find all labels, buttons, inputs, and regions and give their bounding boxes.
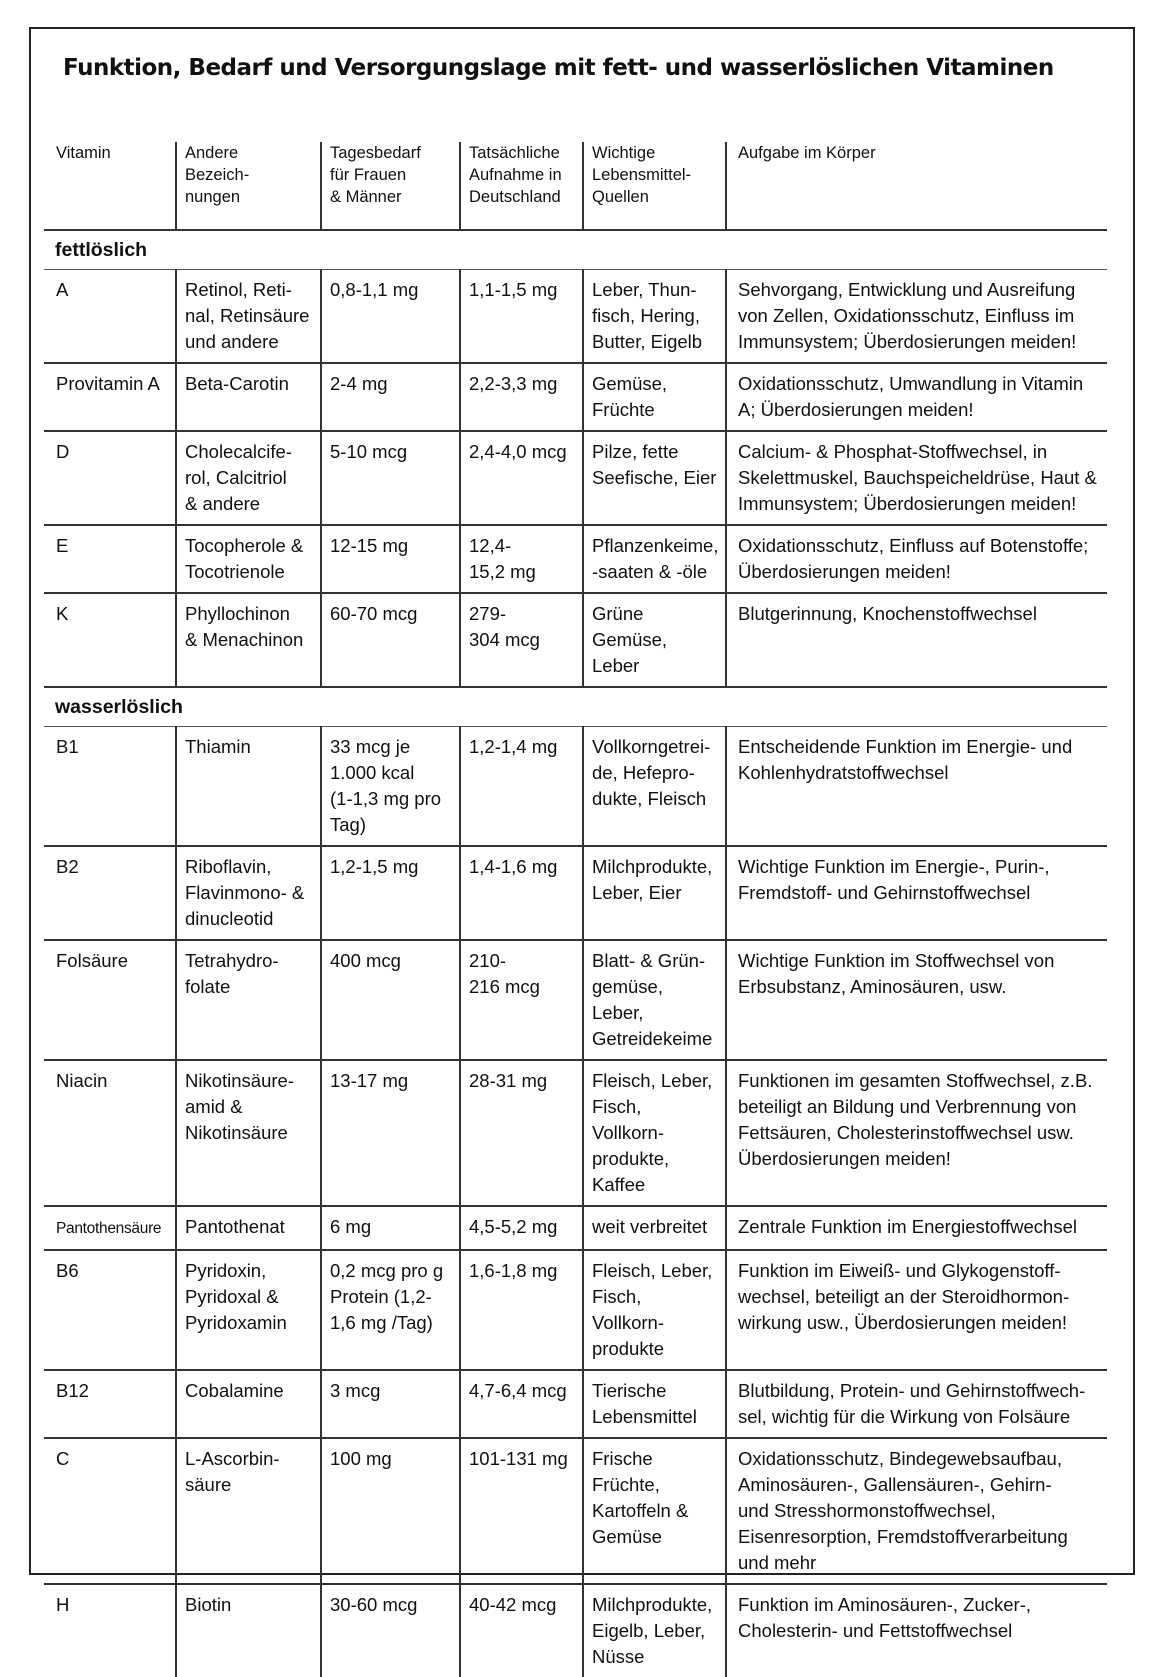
cell-line: und Stresshormonstoffwechsel, <box>738 1500 996 1521</box>
cell-line: Blatt- & Grün- <box>592 950 706 971</box>
cell-daily-need <box>321 1206 460 1250</box>
cell-line: Entscheidende Funktion im Energie- und <box>738 736 1073 757</box>
cell-line: Eigelb, Leber, <box>592 1620 706 1641</box>
cell-daily-need <box>321 363 460 431</box>
cell-actual-intake <box>460 525 583 593</box>
cell-line: Überdosierungen meiden! <box>738 1148 951 1169</box>
cell-line: 33 mcg je <box>330 736 411 757</box>
cell-actual-intake <box>460 940 583 1060</box>
header-daily-need <box>321 142 460 230</box>
header-line: Lebensmittel- <box>592 166 692 184</box>
cell-line: Immunsystem; Überdosierungen meiden! <box>738 493 1077 514</box>
cell-vitamin <box>44 1206 176 1250</box>
cell-actual-intake <box>460 363 583 431</box>
cell-line: dukte, Fleisch <box>592 788 707 809</box>
cell-line: 279- <box>469 603 507 624</box>
table-row <box>44 593 1107 687</box>
vitamin-name: Pantothensäure <box>56 1220 162 1237</box>
cell-line: Fleisch, Leber, <box>592 1260 713 1281</box>
cell-food-sources <box>583 1584 726 1677</box>
header-line: Andere <box>185 144 239 162</box>
cell-line: Nüsse <box>592 1646 645 1667</box>
vitamin-name: A <box>56 279 69 300</box>
cell-line: Biotin <box>185 1594 232 1615</box>
cell-line: 2,2-3,3 mg <box>469 373 558 394</box>
cell-line: Wichtige Funktion im Energie-, Purin-, <box>738 856 1050 877</box>
cell-line: Zentrale Funktion im Energiestoffwechsel <box>738 1216 1077 1237</box>
cell-line: fisch, Hering, <box>592 305 700 326</box>
cell-daily-need <box>321 1250 460 1370</box>
cell-line: (1-1,3 mg pro <box>330 788 442 809</box>
cell-line: Gemüse, Leber <box>592 629 668 676</box>
cell-body-function <box>726 593 1107 687</box>
header-line: Bezeich- <box>185 166 250 184</box>
table-row <box>44 1584 1107 1677</box>
cell-food-sources <box>583 1438 726 1584</box>
cell-line: Vollkorngetrei- <box>592 736 711 757</box>
cell-daily-need <box>321 1584 460 1677</box>
cell-body-function <box>726 1584 1107 1677</box>
cell-line: weit verbreitet <box>592 1216 708 1237</box>
page-title: Funktion, Bedarf und Versorgungslage mit fett- und wasserlöslichen Vitaminen <box>63 55 1054 81</box>
cell-line: 60-70 mcg <box>330 603 418 624</box>
cell-line: 12-15 mg <box>330 535 409 556</box>
cell-line: Seefische, Eier <box>592 467 717 488</box>
cell-line: Cobalamine <box>185 1380 284 1401</box>
cell-line: Butter, Eigelb <box>592 331 703 352</box>
cell-line: 304 mcg <box>469 629 540 650</box>
cell-line: rol, Calcitriol <box>185 467 287 488</box>
cell-line: 6 mg <box>330 1216 372 1237</box>
cell-line: 15,2 mg <box>469 561 536 582</box>
cell-line: Milchprodukte, <box>592 856 713 877</box>
cell-line: Oxidationsschutz, Bindegewebsaufbau, <box>738 1448 1062 1469</box>
cell-line: Getreidekeime <box>592 1028 713 1049</box>
cell-body-function <box>726 1206 1107 1250</box>
cell-line: Pflanzenkeime, <box>592 535 719 556</box>
cell-daily-need <box>321 593 460 687</box>
cell-line: Retinol, Reti- <box>185 279 292 300</box>
cell-food-sources <box>583 1060 726 1206</box>
cell-line: folate <box>185 976 231 997</box>
cell-vitamin <box>44 270 176 364</box>
cell-other-names <box>176 1060 321 1206</box>
cell-line: Gemüse, <box>592 373 668 394</box>
cell-other-names <box>176 431 321 525</box>
cell-daily-need <box>321 525 460 593</box>
cell-body-function <box>726 940 1107 1060</box>
cell-line: 0,2 mcg pro g <box>330 1260 444 1281</box>
cell-actual-intake <box>460 1438 583 1584</box>
cell-other-names <box>176 1438 321 1584</box>
header-line: Deutschland <box>469 188 561 206</box>
cell-body-function <box>726 846 1107 940</box>
cell-line: Immunsystem; Überdosierungen meiden! <box>738 331 1077 352</box>
cell-line: & andere <box>185 493 261 514</box>
cell-daily-need <box>321 431 460 525</box>
section-header <box>44 687 1107 727</box>
cell-line: Fleisch, Leber, <box>592 1070 713 1091</box>
cell-food-sources <box>583 593 726 687</box>
cell-line: wechsel, beteiligt an der Steroidhormon- <box>738 1286 1070 1307</box>
cell-line: Tocotrienole <box>185 561 285 582</box>
cell-line: Fisch, Vollkorn- <box>592 1286 664 1333</box>
cell-body-function <box>726 431 1107 525</box>
vitamin-name: B2 <box>56 856 79 877</box>
table-row <box>44 727 1107 847</box>
cell-other-names <box>176 1250 321 1370</box>
cell-line: Leber, Thun- <box>592 279 697 300</box>
cell-body-function <box>726 1370 1107 1438</box>
cell-vitamin <box>44 940 176 1060</box>
cell-line: 1,1-1,5 mg <box>469 279 558 300</box>
cell-line: Beta-Carotin <box>185 373 289 394</box>
cell-line: Tetrahydro- <box>185 950 279 971</box>
cell-line: Funktion im Aminosäuren-, Zucker-, <box>738 1594 1032 1615</box>
cell-other-names <box>176 593 321 687</box>
cell-line: von Zellen, Oxidationsschutz, Einfluss im <box>738 305 1075 326</box>
cell-line: Blutbildung, Protein- und Gehirnstoffwech- <box>738 1380 1086 1401</box>
header-line: Aufnahme in <box>469 166 562 184</box>
cell-vitamin <box>44 525 176 593</box>
cell-other-names <box>176 1584 321 1677</box>
cell-line: Pyridoxal & <box>185 1286 279 1307</box>
cell-line: 101-131 mg <box>469 1448 568 1469</box>
cell-actual-intake <box>460 270 583 364</box>
cell-line: Fettsäuren, Cholesterinstoffwechsel usw. <box>738 1122 1074 1143</box>
header-line: Wichtige <box>592 144 656 162</box>
cell-vitamin <box>44 363 176 431</box>
cell-line: 5-10 mcg <box>330 441 408 462</box>
cell-line: 4,5-5,2 mg <box>469 1216 558 1237</box>
cell-daily-need <box>321 270 460 364</box>
cell-line: wirkung usw., Überdosierungen meiden! <box>738 1312 1068 1333</box>
cell-line: 216 mcg <box>469 976 540 997</box>
cell-line: 2-4 mg <box>330 373 388 394</box>
cell-line: 30-60 mcg <box>330 1594 418 1615</box>
cell-line: Gemüse <box>592 1526 662 1547</box>
cell-vitamin <box>44 846 176 940</box>
header-line: Vitamin <box>56 144 111 162</box>
cell-line: Tierische <box>592 1380 667 1401</box>
header-line: Tatsächliche <box>469 144 560 162</box>
vitamin-name: E <box>56 535 69 556</box>
cell-vitamin <box>44 593 176 687</box>
table-row <box>44 525 1107 593</box>
table-header <box>44 142 1107 230</box>
cell-line: Lebensmittel <box>592 1406 697 1427</box>
header-line: für Frauen <box>330 166 407 184</box>
cell-body-function <box>726 727 1107 847</box>
cell-food-sources <box>583 1250 726 1370</box>
vitamin-name: Niacin <box>56 1070 108 1091</box>
cell-line: Cholecalcife- <box>185 441 292 462</box>
cell-line: A; Überdosierungen meiden! <box>738 399 974 420</box>
vitamin-name: K <box>56 603 69 624</box>
table-row <box>44 270 1107 364</box>
header-row <box>44 142 1107 230</box>
header-line: Quellen <box>592 188 649 206</box>
cell-line: 12,4- <box>469 535 512 556</box>
table-row <box>44 846 1107 940</box>
cell-other-names <box>176 1206 321 1250</box>
vitamin-name: B6 <box>56 1260 79 1281</box>
cell-line: Nikotinsäure <box>185 1122 288 1143</box>
header-body-function <box>726 142 1107 230</box>
cell-daily-need <box>321 1060 460 1206</box>
cell-line: produkte <box>592 1338 664 1359</box>
cell-line: nal, Retinsäure <box>185 305 310 326</box>
cell-food-sources <box>583 363 726 431</box>
cell-other-names <box>176 363 321 431</box>
cell-line: 1.000 kcal <box>330 762 415 783</box>
vitamin-name: Folsäure <box>56 950 128 971</box>
cell-line: Frische <box>592 1448 653 1469</box>
cell-food-sources <box>583 431 726 525</box>
cell-line: Cholesterin- und Fettstoffwechsel <box>738 1620 1013 1641</box>
cell-actual-intake <box>460 1370 583 1438</box>
cell-daily-need <box>321 846 460 940</box>
cell-line: Fremdstoff- und Gehirnstoffwechsel <box>738 882 1031 903</box>
cell-actual-intake <box>460 727 583 847</box>
cell-line: und andere <box>185 331 279 352</box>
cell-actual-intake <box>460 846 583 940</box>
vitamin-name: Provitamin A <box>56 373 160 394</box>
document-frame <box>29 27 1135 1667</box>
cell-line: Flavinmono- & <box>185 882 305 903</box>
cell-food-sources <box>583 940 726 1060</box>
cell-line: Oxidationsschutz, Umwandlung in Vitamin <box>738 373 1084 394</box>
cell-line: 1,2-1,4 mg <box>469 736 558 757</box>
cell-line: 13-17 mg <box>330 1070 409 1091</box>
cell-daily-need <box>321 727 460 847</box>
cell-body-function <box>726 1438 1107 1584</box>
vitamin-name: C <box>56 1448 70 1469</box>
table-row <box>44 431 1107 525</box>
cell-line: und mehr <box>738 1552 817 1573</box>
cell-other-names <box>176 1370 321 1438</box>
cell-food-sources <box>583 846 726 940</box>
cell-vitamin <box>44 1250 176 1370</box>
cell-vitamin <box>44 1060 176 1206</box>
cell-line: Pilze, fette <box>592 441 679 462</box>
cell-actual-intake <box>460 431 583 525</box>
cell-line: Erbsubstanz, Aminosäuren, usw. <box>738 976 1007 997</box>
header-line: Tagesbedarf <box>330 144 421 162</box>
cell-body-function <box>726 363 1107 431</box>
cell-line: 2,4-4,0 mcg <box>469 441 567 462</box>
cell-line: Pyridoxamin <box>185 1312 287 1333</box>
cell-body-function <box>726 525 1107 593</box>
table-body <box>44 230 1107 1677</box>
cell-line: 1,6 mg /Tag) <box>330 1312 433 1333</box>
header-other-names <box>176 142 321 230</box>
cell-line: Calcium- & Phosphat-Stoffwechsel, in <box>738 441 1048 462</box>
cell-line: Kartoffeln & <box>592 1500 689 1521</box>
header-vitamin <box>44 142 176 230</box>
cell-line: Nikotinsäure- <box>185 1070 294 1091</box>
cell-line: 0,8-1,1 mg <box>330 279 419 300</box>
cell-line: Früchte <box>592 399 655 420</box>
header-actual-intake <box>460 142 583 230</box>
cell-line: Pyridoxin, <box>185 1260 267 1281</box>
cell-actual-intake <box>460 1250 583 1370</box>
cell-line: Thiamin <box>185 736 251 757</box>
cell-vitamin <box>44 431 176 525</box>
header-food-sources <box>583 142 726 230</box>
cell-line: Überdosierungen meiden! <box>738 561 951 582</box>
cell-line: Eisenresorption, Fremdstoffverarbeitung <box>738 1526 1068 1547</box>
cell-line: Protein (1,2- <box>330 1286 432 1307</box>
cell-vitamin <box>44 1370 176 1438</box>
table-row <box>44 1250 1107 1370</box>
cell-food-sources <box>583 1370 726 1438</box>
cell-body-function <box>726 1250 1107 1370</box>
cell-vitamin <box>44 1438 176 1584</box>
cell-other-names <box>176 727 321 847</box>
cell-line: -saaten & -öle <box>592 561 708 582</box>
cell-line: 1,4-1,6 mg <box>469 856 558 877</box>
header-line: & Männer <box>330 188 402 206</box>
vitamin-name: B12 <box>56 1380 89 1401</box>
cell-line: Kaffee <box>592 1174 646 1195</box>
section-label: fettlöslich <box>44 230 1107 270</box>
cell-line: dinucleotid <box>185 908 274 929</box>
vitamin-table <box>44 142 1107 1677</box>
cell-line: Skelettmuskel, Bauchspeicheldrüse, Haut & <box>738 467 1097 488</box>
cell-other-names <box>176 940 321 1060</box>
cell-food-sources <box>583 1206 726 1250</box>
section-header <box>44 230 1107 270</box>
header-line: Aufgabe im Körper <box>738 144 876 162</box>
cell-line: Kohlenhydratstoffwechsel <box>738 762 949 783</box>
cell-body-function <box>726 1060 1107 1206</box>
cell-line: 100 mg <box>330 1448 392 1469</box>
cell-daily-need <box>321 1370 460 1438</box>
section-label: wasserlöslich <box>44 687 1107 727</box>
cell-line: säure <box>185 1474 232 1495</box>
cell-daily-need <box>321 940 460 1060</box>
cell-other-names <box>176 270 321 364</box>
cell-line: gemüse, Leber, <box>592 976 663 1023</box>
cell-body-function <box>726 270 1107 364</box>
cell-vitamin <box>44 727 176 847</box>
cell-line: Funktionen im gesamten Stoffwechsel, z.B. <box>738 1070 1093 1091</box>
cell-line: Früchte, <box>592 1474 660 1495</box>
cell-line: Tag) <box>330 814 366 835</box>
table-row <box>44 1206 1107 1250</box>
cell-line: Riboflavin, <box>185 856 272 877</box>
table-row <box>44 940 1107 1060</box>
cell-daily-need <box>321 1438 460 1584</box>
cell-food-sources <box>583 525 726 593</box>
cell-other-names <box>176 846 321 940</box>
table-row <box>44 1370 1107 1438</box>
vitamin-name: B1 <box>56 736 79 757</box>
cell-line: Milchprodukte, <box>592 1594 713 1615</box>
cell-actual-intake <box>460 593 583 687</box>
table-row <box>44 363 1107 431</box>
cell-line: 1,2-1,5 mg <box>330 856 419 877</box>
cell-line: Pantothenat <box>185 1216 285 1237</box>
cell-line: Leber, Eier <box>592 882 682 903</box>
cell-line: Phyllochinon <box>185 603 290 624</box>
cell-line: sel, wichtig für die Wirkung von Folsäure <box>738 1406 1071 1427</box>
cell-line: Fisch, Vollkorn- <box>592 1096 664 1143</box>
cell-actual-intake <box>460 1206 583 1250</box>
cell-actual-intake <box>460 1584 583 1677</box>
cell-line: 210- <box>469 950 507 971</box>
cell-line: 3 mcg <box>330 1380 381 1401</box>
cell-line: de, Hefepro- <box>592 762 695 783</box>
cell-line: Blutgerinnung, Knochenstoffwechsel <box>738 603 1037 624</box>
cell-vitamin <box>44 1584 176 1677</box>
cell-line: Tocopherole & <box>185 535 304 556</box>
cell-line: 28-31 mg <box>469 1070 548 1091</box>
cell-actual-intake <box>460 1060 583 1206</box>
cell-food-sources <box>583 727 726 847</box>
vitamin-name: H <box>56 1594 70 1615</box>
cell-line: Funktion im Eiweiß- und Glykogenstoff- <box>738 1260 1061 1281</box>
cell-line: 400 mcg <box>330 950 401 971</box>
cell-line: produkte, <box>592 1148 670 1169</box>
table-row <box>44 1438 1107 1584</box>
cell-line: Sehvorgang, Entwicklung und Ausreifung <box>738 279 1076 300</box>
cell-line: Grüne <box>592 603 644 624</box>
cell-line: 4,7-6,4 mcg <box>469 1380 567 1401</box>
cell-line: 40-42 mcg <box>469 1594 557 1615</box>
cell-line: Oxidationsschutz, Einfluss auf Botenstoffe; <box>738 535 1089 556</box>
cell-other-names <box>176 525 321 593</box>
cell-line: Aminosäuren-, Gallensäuren-, Gehirn- <box>738 1474 1052 1495</box>
cell-line: & Menachinon <box>185 629 304 650</box>
cell-line: 1,6-1,8 mg <box>469 1260 558 1281</box>
cell-food-sources <box>583 270 726 364</box>
cell-line: beteiligt an Bildung und Verbrennung von <box>738 1096 1077 1117</box>
cell-line: amid & <box>185 1096 243 1117</box>
vitamin-name: D <box>56 441 70 462</box>
cell-line: L-Ascorbin- <box>185 1448 280 1469</box>
cell-line: Wichtige Funktion im Stoffwechsel von <box>738 950 1055 971</box>
header-line: nungen <box>185 188 241 206</box>
table-row <box>44 1060 1107 1206</box>
